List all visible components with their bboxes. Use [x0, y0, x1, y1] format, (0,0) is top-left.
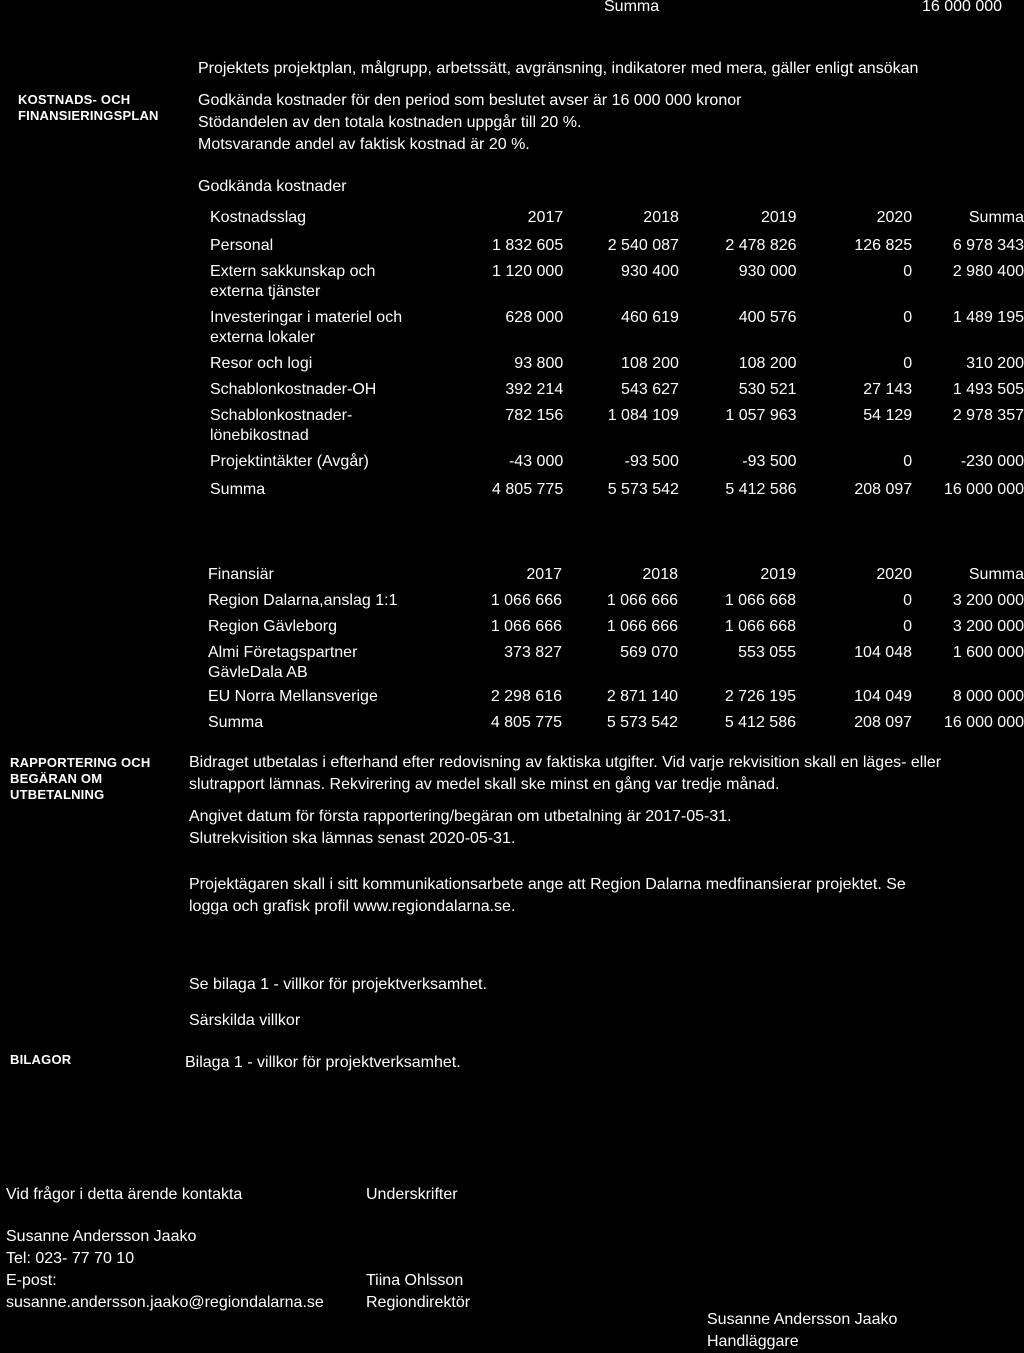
handler-title: Handläggare [707, 1333, 799, 1350]
row-label [210, 236, 471, 262]
paragraph-line: Projektägaren skall i sitt kommunikationsarbete ange att Region Dalarna medfinansierar projektet. Se [189, 876, 906, 893]
contact-email-label: E-post: [6, 1272, 57, 1289]
cell: 1 600 000 [952, 644, 1024, 661]
finance-table-header [208, 565, 1024, 591]
table-row [208, 687, 1024, 713]
cell: 1 066 668 [724, 618, 796, 635]
contact-name: Susanne Andersson Jaako [6, 1228, 197, 1245]
cell: 543 627 [621, 381, 679, 398]
paragraph-line: logga och grafisk profil www.regiondalarna.se. [189, 898, 516, 915]
cell: 400 576 [738, 309, 797, 326]
cell: 373 827 [504, 644, 562, 661]
project-intro: Projektets projektplan, målgrupp, arbetssätt, avgränsning, indikatorer med mera, gäller enligt ansökan [198, 60, 919, 77]
cost-plan-paragraph [198, 90, 741, 156]
header-cell: Kostnadsslag [210, 209, 307, 226]
cell: -93 500 [624, 453, 679, 470]
header-cell: 2018 [642, 566, 678, 583]
cell: 1 120 000 [492, 263, 564, 280]
signatures-heading: Underskrifter [366, 1186, 458, 1203]
top-summary-value: 16 000 000 [922, 0, 1003, 15]
cell: 0 [903, 592, 912, 609]
cell: 782 156 [505, 407, 564, 424]
table-row [210, 236, 1024, 262]
cell: 628 000 [505, 309, 564, 326]
table-row [208, 591, 1024, 617]
paragraph-line: Bidraget utbetalas i efterhand efter redovisning av faktiska utgifter. Vid varje rekvisition skall en läges- eller [189, 754, 942, 771]
contact-question: Vid frågor i detta ärende kontakta [6, 1186, 243, 1203]
table-row [210, 308, 1024, 354]
row-label-line: Schablonkostnader-OH [210, 381, 377, 398]
cell: 1 066 666 [490, 618, 562, 635]
reporting-section-label [10, 755, 150, 803]
row-label-line: Region Gävleborg [208, 618, 337, 635]
cell: 3 200 000 [952, 592, 1024, 609]
cell: 16 000 000 [943, 714, 1024, 731]
cell: 553 055 [738, 644, 796, 661]
row-label-line: Investeringar i materiel och [210, 309, 403, 326]
cell: 1 066 668 [724, 592, 796, 609]
cell: 3 200 000 [952, 618, 1024, 635]
cell: 930 400 [621, 263, 679, 280]
section-label-line: RAPPORTERING OCH [10, 755, 151, 770]
row-label [210, 452, 471, 480]
bilaga-reference: Se bilaga 1 - villkor för projektverksamhet. [189, 976, 487, 993]
cell: 1 493 505 [952, 381, 1024, 398]
cell: 1 489 195 [952, 309, 1024, 326]
cell: 208 097 [854, 481, 913, 498]
table-row [208, 713, 1024, 739]
table-row [210, 406, 1024, 452]
cell: -43 000 [508, 453, 564, 470]
section-label-line: FINANSIERINGSPLAN [18, 108, 159, 123]
row-label-line: Projektintäkter (Avgår) [210, 453, 369, 470]
header-cell: 2019 [760, 209, 797, 226]
cell: 392 214 [505, 381, 564, 398]
header-cell: 2019 [760, 566, 796, 583]
paragraph-line: Motsvarande andel av faktisk kostnad är 20 %. [198, 136, 530, 153]
table-row [210, 262, 1024, 308]
cell: 104 049 [854, 688, 912, 705]
cell: 4 805 775 [490, 714, 562, 731]
row-label-line: Schablonkostnader- [210, 407, 353, 424]
cell: 0 [903, 453, 913, 470]
contact-phone: Tel: 023- 77 70 10 [6, 1250, 135, 1267]
cell: 2 540 087 [607, 237, 679, 254]
paragraph-line: Slutrekvisition ska lämnas senast 2020-05-31. [189, 830, 516, 847]
row-label [208, 591, 470, 617]
table-row [208, 617, 1024, 643]
row-label [210, 380, 471, 406]
cell: 93 800 [514, 355, 564, 372]
cell: 1 832 605 [492, 237, 564, 254]
cell: 930 000 [738, 263, 797, 280]
reporting-paragraph-3 [189, 874, 906, 918]
top-summary-label: Summa [604, 0, 660, 15]
header-cell: Summa [968, 209, 1024, 226]
section-label-line: KOSTNADS- OCH [18, 92, 131, 107]
cell: 208 097 [854, 714, 912, 731]
cell: 2 980 400 [952, 263, 1024, 280]
row-label-line: Almi Företagspartner [208, 644, 358, 661]
special-conditions: Särskilda villkor [189, 1012, 301, 1029]
cell: 5 573 542 [607, 481, 679, 498]
row-label-line: Extern sakkunskap och [210, 263, 376, 280]
cell: 108 200 [621, 355, 679, 372]
cell: 0 [903, 618, 912, 635]
cell: 2 298 616 [490, 688, 562, 705]
signer-title: Regiondirektör [366, 1294, 471, 1311]
row-label-line: lönebikostnad [210, 427, 309, 444]
cell: 5 412 586 [725, 481, 797, 498]
cell: 569 070 [620, 644, 678, 661]
row-label-line: GävleDala AB [208, 664, 308, 681]
header-cell: Summa [968, 566, 1024, 583]
header-cell: 2020 [876, 209, 913, 226]
header-cell: 2017 [527, 209, 564, 226]
cell: 1 066 666 [490, 592, 562, 609]
cell: 310 200 [966, 355, 1024, 372]
cell: 54 129 [863, 407, 913, 424]
table-row [210, 354, 1024, 380]
handler-name: Susanne Andersson Jaako [707, 1311, 898, 1328]
row-label [210, 406, 471, 452]
cell: 2 478 826 [725, 237, 797, 254]
signer-block [366, 1270, 470, 1314]
header-cell: 2020 [876, 566, 912, 583]
header-cell: 2018 [643, 209, 679, 226]
section-label-line: BEGÄRAN OM [10, 771, 103, 786]
row-label-line: Resor och logi [210, 355, 313, 372]
cell: 460 619 [621, 309, 679, 326]
cell: 16 000 000 [943, 481, 1024, 498]
cell: 530 521 [738, 381, 797, 398]
row-label [210, 308, 471, 354]
reporting-paragraph-1 [189, 752, 941, 796]
cell: 27 143 [863, 381, 913, 398]
cell: -230 000 [960, 453, 1024, 470]
row-label [210, 262, 471, 308]
row-label [208, 643, 470, 687]
cell: 1 057 963 [725, 407, 797, 424]
row-label-line: Region Dalarna,anslag 1:1 [208, 592, 398, 609]
cell: 2 726 195 [724, 688, 796, 705]
cell: -93 500 [742, 453, 797, 470]
row-label [208, 713, 470, 739]
cell: 2 871 140 [606, 688, 678, 705]
row-label [210, 354, 471, 380]
signer-name: Tiina Ohlsson [366, 1272, 464, 1289]
cell: 126 825 [854, 237, 913, 254]
row-label-line: Personal [210, 237, 274, 254]
reporting-paragraph-2 [189, 806, 732, 850]
cost-table-caption: Godkända kostnader [198, 178, 347, 195]
table-row [210, 480, 1024, 506]
cell: 104 048 [854, 644, 912, 661]
table-row [208, 643, 1024, 687]
cell: 2 978 357 [952, 407, 1024, 424]
cost-plan-section-label [18, 92, 159, 124]
table-row [210, 380, 1024, 406]
cell: 6 978 343 [952, 237, 1024, 254]
row-label [208, 617, 470, 643]
finance-table [208, 565, 1024, 739]
row-label-line: EU Norra Mellansverige [208, 688, 378, 705]
row-label-line: Summa [210, 481, 266, 498]
cell: 0 [903, 355, 913, 372]
row-label [208, 687, 470, 713]
attachments-section-label: BILAGOR [10, 1052, 72, 1067]
cost-table [210, 208, 1024, 506]
paragraph-line: Stödandelen av den totala kostnaden uppgår till 20 %. [198, 114, 582, 131]
paragraph-line: Angivet datum för första rapportering/begäran om utbetalning är 2017-05-31. [189, 808, 732, 825]
attachments-text: Bilaga 1 - villkor för projektverksamhet. [185, 1054, 461, 1071]
cell: 8 000 000 [952, 688, 1024, 705]
header-cell: Finansiär [208, 566, 274, 583]
paragraph-line: Godkända kostnader för den period som beslutet avser är 16 000 000 kronor [198, 92, 742, 109]
row-label-line: externa tjänster [210, 283, 321, 300]
section-label-line: UTBETALNING [10, 787, 105, 802]
cell: 108 200 [738, 355, 797, 372]
cell: 5 412 586 [724, 714, 796, 731]
cost-table-header [210, 208, 1024, 236]
cell: 1 066 666 [606, 618, 678, 635]
row-label-line: externa lokaler [210, 329, 315, 346]
contact-details [6, 1226, 324, 1314]
paragraph-line: slutrapport lämnas. Rekvirering av medel skall ske minst en gång var tredje månad. [189, 776, 780, 793]
row-label-line: Summa [208, 714, 264, 731]
cell: 0 [903, 263, 913, 280]
cell: 0 [903, 309, 913, 326]
cell: 1 084 109 [607, 407, 679, 424]
contact-email: susanne.andersson.jaako@regiondalarna.se [6, 1294, 324, 1311]
header-cell: 2017 [526, 566, 562, 583]
handler-block [707, 1309, 897, 1353]
cell: 1 066 666 [606, 592, 678, 609]
table-row [210, 452, 1024, 480]
cell: 5 573 542 [606, 714, 678, 731]
cell: 4 805 775 [492, 481, 564, 498]
row-label [210, 480, 471, 506]
